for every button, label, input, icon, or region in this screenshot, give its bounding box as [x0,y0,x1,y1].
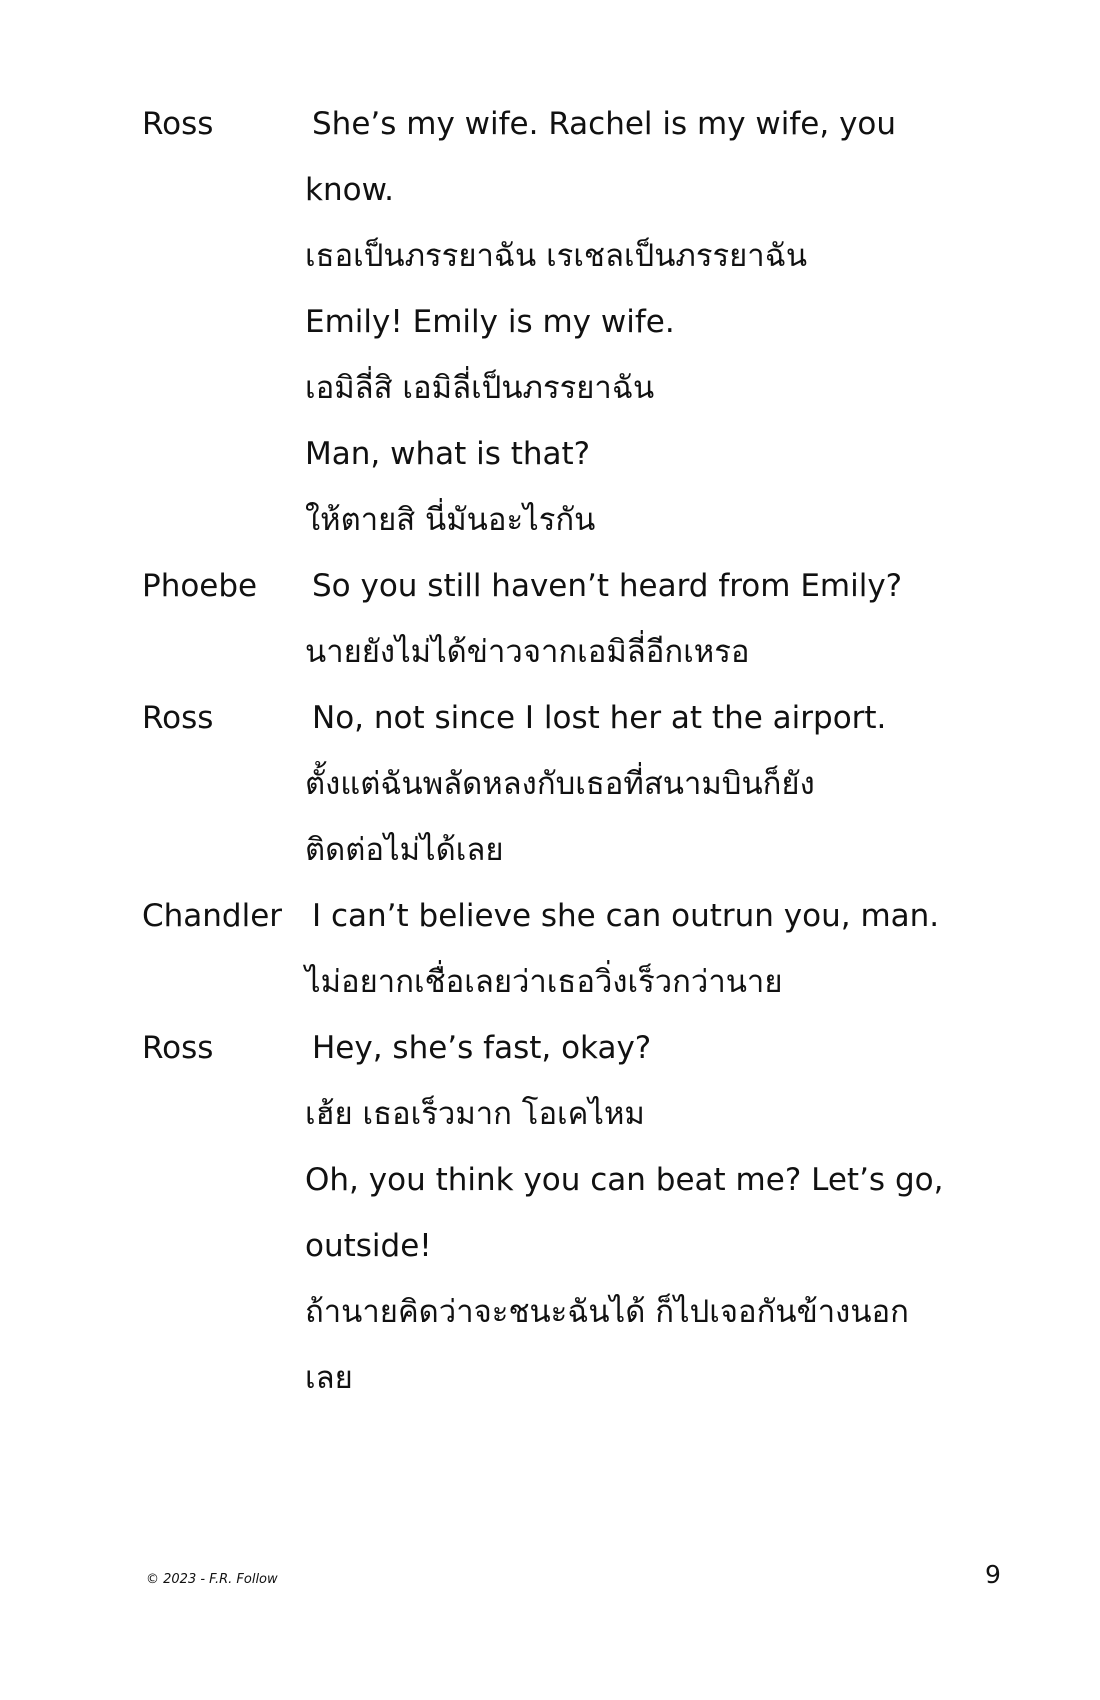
dialogue-line: Man, what is that? [305,436,591,472]
dialogue-line: Oh, you think you can beat me? Let’s go, [305,1162,944,1198]
dialogue-line: So you still haven’t heard from Emily? [312,568,903,604]
dialogue-line: No, not since I lost her at the airport. [312,700,887,736]
dialogue-line: She’s my wife. Rachel is my wife, you [312,106,897,142]
speaker-name: Phoebe [142,568,258,604]
dialogue-line-thai: เธอเป็นภรรยาฉัน เรเชลเป็นภรรยาฉัน [305,238,808,274]
dialogue-line-thai: ติดต่อไม่ได้เลย [305,832,504,868]
dialogue-line: I can’t believe she can outrun you, man. [312,898,940,934]
speaker-name: Ross [142,106,214,142]
dialogue-line: Hey, she’s fast, okay? [312,1030,652,1066]
dialogue-line: Emily! Emily is my wife. [305,304,675,340]
dialogue-line-thai: เอมิลี่สิ เอมิลี่เป็นภรรยาฉัน [305,370,655,406]
page-number: 9 [985,1560,1001,1589]
speaker-name: Ross [142,700,214,736]
dialogue-line-thai: เฮ้ย เธอเร็วมาก โอเคไหม [305,1096,645,1132]
dialogue-line-thai: ถ้านายคิดว่าจะชนะฉันได้ ก็ไปเจอกันข้างนอก [305,1294,909,1330]
speaker-name: Chandler [142,898,283,934]
dialogue-line-thai: ตั้งแต่ฉันพลัดหลงกับเธอที่สนามบินก็ยัง [305,766,815,802]
dialogue-line-thai: นายยังไม่ได้ข่าวจากเอมิลี่อีกเหรอ [305,634,750,670]
speaker-name: Ross [142,1030,214,1066]
copyright-notice: © 2023 - F.R. Follow [146,1572,278,1587]
dialogue-line: know. [305,172,394,208]
dialogue-line-thai: ให้ตายสิ นี่มันอะไรกัน [305,502,596,538]
dialogue-line-thai: ไม่อยากเชื่อเลยว่าเธอวิ่งเร็วกว่านาย [305,964,783,1000]
dialogue-line: outside! [305,1228,432,1264]
dialogue-line-thai: เลย [305,1360,353,1396]
